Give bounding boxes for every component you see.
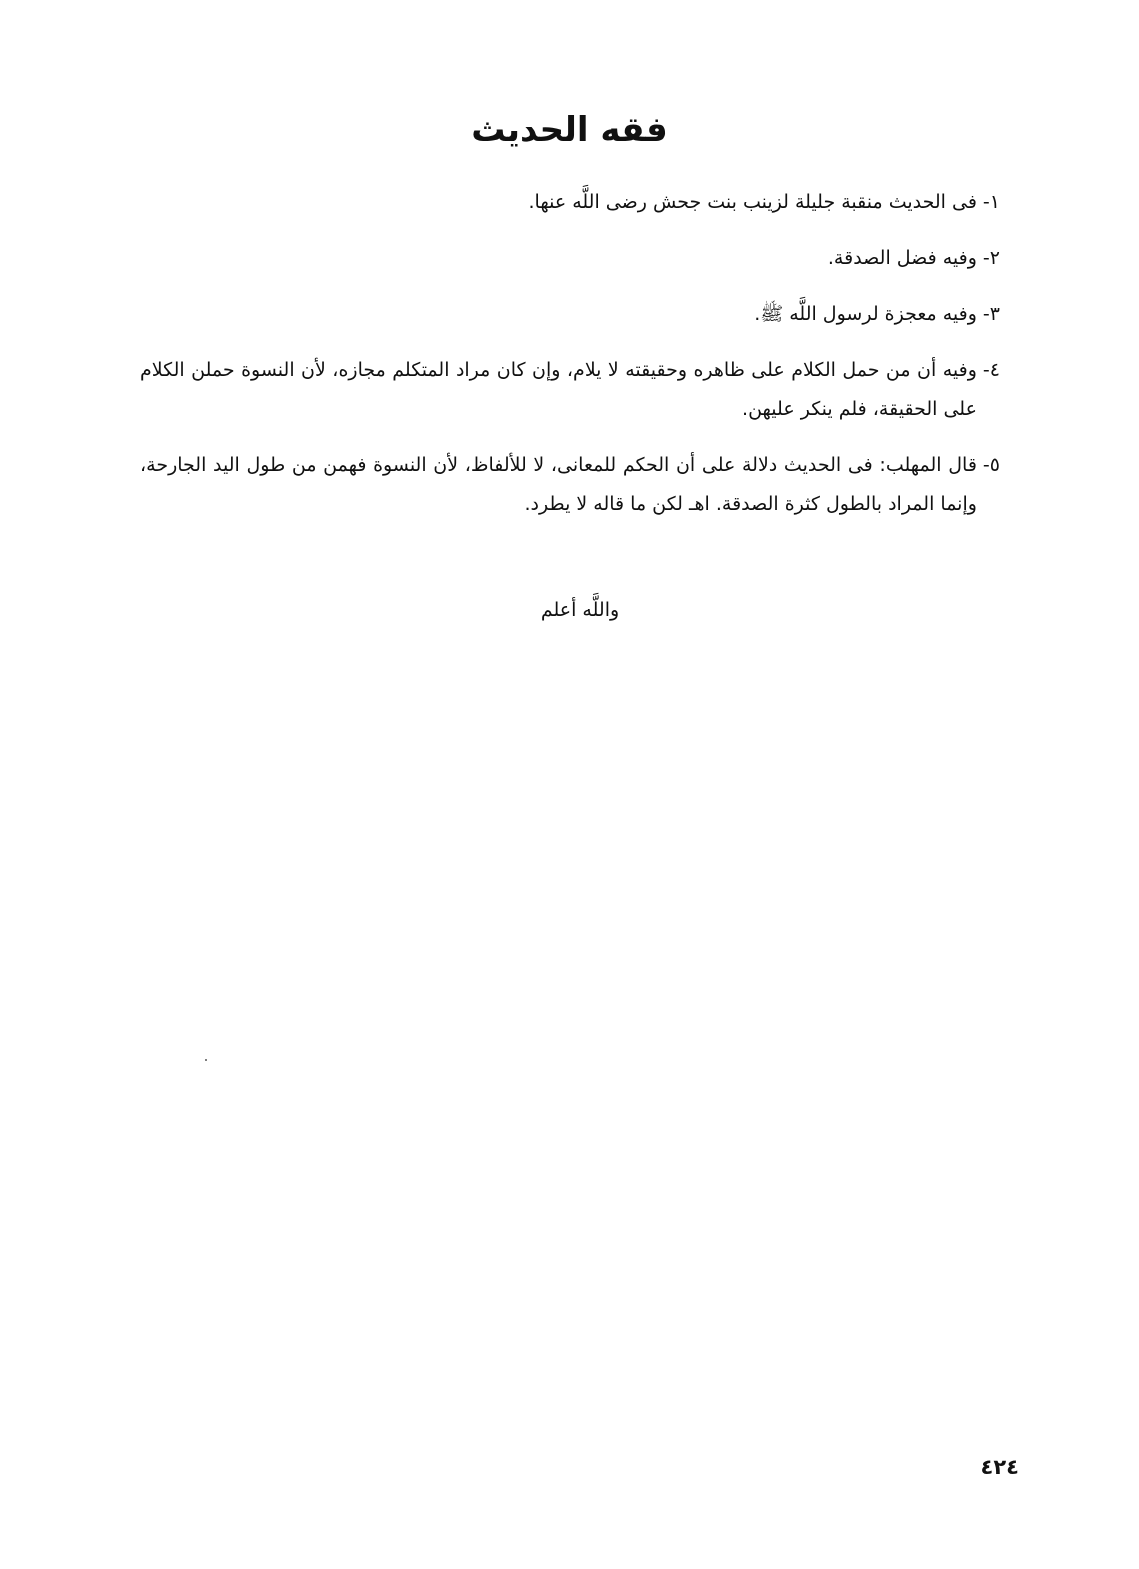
item-number: ٥- [982,454,1000,476]
item-number: ٢- [982,247,1000,269]
page-title: فقه الحديث [471,110,668,150]
item-text: وفيه معجزة لرسول اللَّه ﷺ. [754,303,977,325]
page-number: ٤٢٤ [980,1455,1019,1479]
closing-phrase: واللَّه أعلم [540,599,620,621]
item-text: قال المهلب: فى الحديث دلالة على أن الحكم للمعانى، لا للألفاظ، لأن النسوة فهمن من طول اليد الجارحة، وإنما المراد بالطول كثرة الصدقة. اهـ لكن ما قاله لا يطرد. [140,454,977,515]
item-number: ٤- [982,359,1000,381]
item-text: فى الحديث منقبة جليلة لزينب بنت جحش رضى اللَّه عنها. [528,191,977,213]
points-list [140,183,1000,541]
list-item [140,446,1000,524]
item-number: ٣- [982,303,1000,325]
list-item [140,295,1000,334]
item-number: ١- [982,191,1000,213]
list-item [140,183,1000,222]
scan-speck [205,1059,207,1061]
item-text: وفيه أن من حمل الكلام على ظاهره وحقيقته لا يلام، وإن كان مراد المتكلم مجازه، لأن النسوة حملن الكلام على الحقيقة، فلم ينكر عليهن. [140,359,977,420]
list-item [140,239,1000,278]
list-item [140,351,1000,429]
item-text: وفيه فضل الصدقة. [827,247,977,269]
